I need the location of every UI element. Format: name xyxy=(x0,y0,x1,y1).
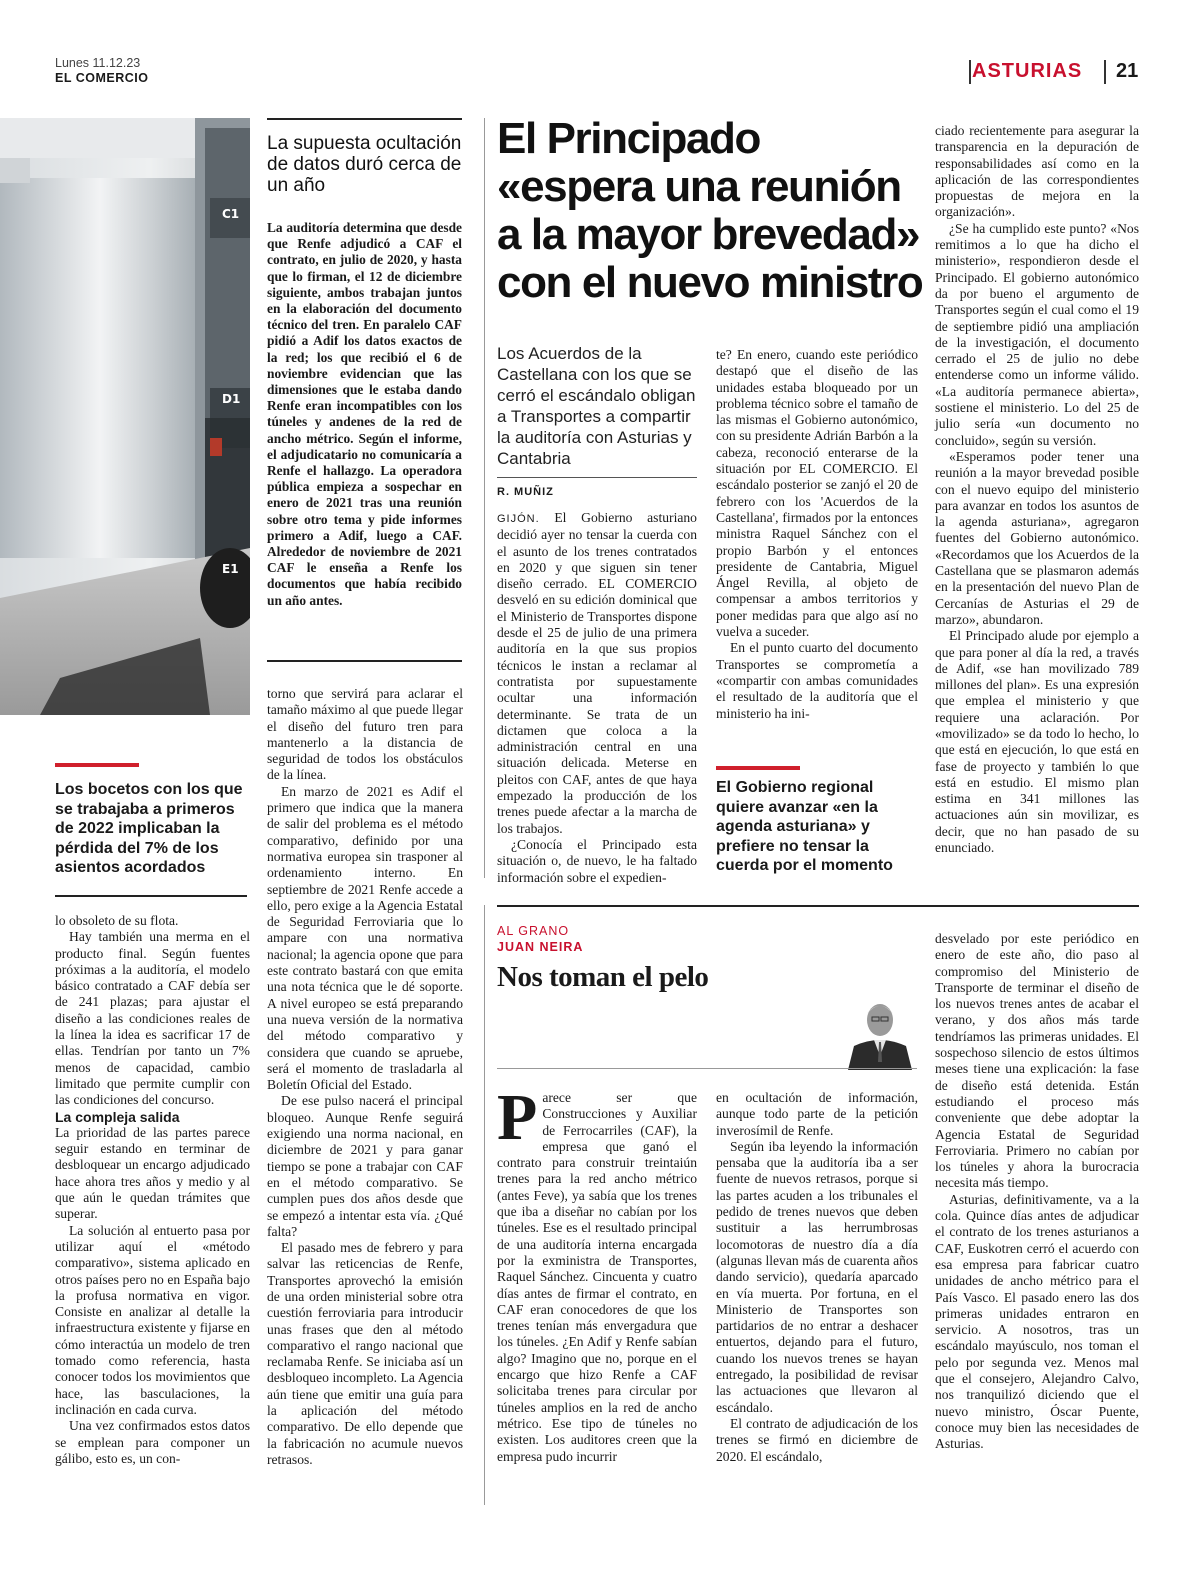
issue-date: Lunes 11.12.23 xyxy=(55,56,141,70)
author-portrait-illustration xyxy=(842,990,918,1070)
opinion-title-rule xyxy=(497,1068,917,1069)
dateline: GIJÓN. xyxy=(497,513,540,525)
author-rule xyxy=(497,477,697,478)
main-article-col1 xyxy=(497,510,697,886)
paragraph: En el punto cuarto del documento Transportes se comprometía a «compartir con ambas comunidades el resultado de la auditoría que el ministerio ha ini- xyxy=(716,640,918,721)
column-divider xyxy=(484,905,485,1505)
paragraph: La solución al entuerto pasa por utilizar aquí el «método comparativo», sistema aplicado en otros países pero no en España bajo la profusa normativa en vigor. Consiste en analizar al detalle la infraestructura existente y fijarse en cómo interactúa un modelo de tren tomado como referencia, hasta conocer todos los movimientos que hace, las basculaciones, la inclinación en cada curva. xyxy=(55,1222,250,1417)
main-article-col2 xyxy=(716,347,918,722)
header-divider xyxy=(1104,60,1106,84)
author-portrait xyxy=(842,990,918,1070)
paragraph: En marzo de 2021 es Adif el primero que indica que la manera de salir del problema es el método comparativo, definido por una normativa europea sin trasponer al ordenamiento interno. En septiembre de 2021 Renfe accede a ello, pero exige a la Agencia Estatal de Seguridad Ferroviaria que lo ampare con una normativa nacional; la agencia opone que para este contrato bastará con que emita una nota técnica que le dé soporte. A nivel europeo se está preparando una nueva versión de la normativa del método comparativo y considera que cuando se apruebe, será el momento de trasladarla al Boletín Oficial del Estado. xyxy=(267,783,463,1093)
column-divider xyxy=(484,118,485,878)
pull-quote-rule xyxy=(55,895,247,897)
opinion-top-rule xyxy=(497,905,1139,907)
sidebox-bottom-rule xyxy=(267,660,462,662)
paragraph: El Gobierno asturiano decidió ayer no tensar la cuerda con el asunto de los trenes contratados en 2020 y que siguen sin tener diseño cerrado. EL COMERCIO desveló en su edición dominical que el Ministerio de Transportes dispone desde el 25 de julio de una primera auditoría en la que sus propios técnicos le instan a reclamar al contratista por supuestamente ocultar una información determinante. Se trata de un dictamen que coloca a la administración central en una situación delicada. Meterse en pleitos con CAF, antes de que haya empezado la producción de los trenes puede afectar a la marcha de los trabajos. xyxy=(497,510,697,836)
paragraph: Según iba leyendo la información pensaba que la auditoría iba a ser fuente de nuevos retrasos, porque si las partes acuden a los tribunales el pedido de trenes nuevos que deben sustituir a las herrumbrosas locomotoras de nuestro día a día (algunas llevan más de cuarenta años dando servicio), quedaría aparcado en vía muerta. Por fortuna, en el Ministerio de Transportes son partidarios de no entrar a deshacer entuertos, dejando para el futuro, cuando los nuevos trenes se hayan entregado, la posibilidad de revisar las actuaciones que llevaron al escándalo. xyxy=(716,1138,918,1415)
paragraph: Hay también una merma en el producto final. Según fuentes próximas a la auditoría, el modelo básico contratado a CAF debía ser de 241 plazas; para ajustar el diseño a las condiciones reales de la línea la idea es sacrificar 17 de ellas. Tendrían por tanto un 7% menos de capacidad, cambio limitado que permite cumplir con las condiciones del concurso. xyxy=(55,929,250,1108)
opinion-col3 xyxy=(935,931,1139,1453)
sidebox-top-rule xyxy=(267,118,462,120)
left-article-col1 xyxy=(55,913,250,1467)
sidebox-text: La auditoría determina que desde que Renfe adjudicó a CAF el contrato, en julio de 2020, y hasta que lo firman, el 12 de diciembre siguiente, ambos trabajan juntos en la elaboración del documento técnico del tren. En paralelo CAF pidió a Adif los datos exactos de la red; los que recibió el 6 de noviembre evidencian que las dimensiones que le estaba dando Renfe eran incompatibles con los túneles y andenes de la red de ancho métrico. Según el informe, el adjudicatario no comunicaría a Renfe el hallazgo. La operadora pública empieza a sospechar en enero de 2021 tras una reunión sobre otro tema y pide informes primero a Adif, luego a CAF. Alrededor de noviembre de 2021 CAF le enseña a Renfe los documentos que había recibido un año antes. xyxy=(267,220,462,608)
opinion-title: Nos toman el pelo xyxy=(497,961,709,993)
main-headline: El Principado «espera una reunión a la mayor brevedad» con el nuevo ministro xyxy=(497,114,923,307)
section-name: ASTURIAS xyxy=(972,60,1083,82)
newspaper-name: EL COMERCIO xyxy=(55,71,149,85)
paragraph: en ocultación de información, aunque todo parte de la petición inverosímil de Renfe. xyxy=(716,1090,918,1138)
main-author: R. MUÑIZ xyxy=(497,486,554,498)
pull-quote-accent xyxy=(716,766,800,770)
opinion-dropcap: P xyxy=(497,1081,538,1154)
paragraph: El pasado mes de febrero y para salvar las reticencias de Renfe, Transportes aprovechó la emisión de una orden ministerial sobre otra cuestión ferroviaria para introducir unas frases que den al método comparativo el rango nacional que reclamaba Renfe. Se iniciaba así un desbloqueo incompleto. La Agencia aún tiene que emitir una guía para la aplicación del método comparativo. De ello depende que la fabricación no acumule nuevos retrasos. xyxy=(267,1240,463,1467)
train-interior-illustration xyxy=(0,118,250,715)
paragraph: ¿Conocía el Principado esta situación o, de nuevo, le ha faltado información sobre el expedien- xyxy=(497,836,697,885)
page-number: 21 xyxy=(1116,60,1139,82)
paragraph: El Principado alude por ejemplo a que para poner al día la red, a través de Adif, «se han movilizado 789 millones del plan». Es una expresión que emplea el ministerio y que requiere una aclaración. Por «movilizado» se da todo lo hecho, lo que está en ejecución, lo que está en fase de proyecto y también lo que está en estudio. El mismo plan estima en 341 millones las actuaciones aún sin movilizar, es decir, que no han pasado de su enunciado. xyxy=(935,628,1139,856)
paragraph: «Esperamos poder tener una reunión a la mayor brevedad posible con el nuevo equipo del ministerio para avanzar en todos los asuntos de la agenda asturiana», agregaron fuentes del Gobierno autonómico. «Recordamos que los Acuerdos de la Castellana que se plasmaron además en la presentación del nuevo Plan de Cercanías de Asturias el 29 de marzo», abundaron. xyxy=(935,448,1139,627)
opinion-author: JUAN NEIRA xyxy=(497,940,584,954)
paragraph: lo obsoleto de su flota. xyxy=(55,913,179,928)
paragraph: ¿Se ha cumplido este punto? «Nos remitimos a lo que ha dicho el ministerio», respondieron desde el Principado. El gobierno autonómico da por bueno el argumento de Transportes según el cual como el 19 de septiembre pidió una ampliación de la investigación, el documento cerrado el 25 de julio no debe entenderse como un informe válido. «La auditoría permanece abierta», sostiene el ministerio. Lo del 25 de julio sería «un documento no concluido», según su versión. xyxy=(935,220,1139,448)
train-interior-photo xyxy=(0,118,250,715)
photo-label-e1: E1 xyxy=(222,562,239,576)
sidebox-title: La supuesta ocultación de datos duró cerca de un año xyxy=(267,133,462,196)
paragraph: La prioridad de las partes parece seguir estando en terminar de desbloquear un encargo adjudicado hace ahora tres años y medio y al que aún le quedan trámites que superar. xyxy=(55,1124,250,1222)
subheading: La compleja salida xyxy=(55,1108,180,1125)
header-divider xyxy=(969,60,971,84)
paragraph: Asturias, definitivamente, va a la cola. Quince días antes de adjudicar el contrato de los trenes asturianos a CAF, Euskotren cerró el acuerdo con esa empresa para fabricar cuatro unidades de ancho métrico para el País Vasco. El pasado enero las dos primeras unidades entraron en servicio. A nosotros, tras un escándalo mayúsculo, nos toman el pelo por segunda vez. Menos mal que el consejero, Alejandro Calvo, nos tranquilizó diciendo que el nuevo ministro, Óscar Puente, conoce muy bien las necesidades de Asturias. xyxy=(935,1191,1139,1452)
opinion-col1 xyxy=(497,1081,697,1465)
photo-label-c1: C1 xyxy=(222,207,240,221)
opinion-col2 xyxy=(716,1090,918,1465)
photo-label-d1: D1 xyxy=(222,392,241,406)
main-subheadline: Los Acuerdos de la Castellana con los que se cerró el escándalo obligan a Transportes a compartir la auditoría con Asturias y Cantabria xyxy=(497,344,696,468)
paragraph: El contrato de adjudicación de los trenes se firmó en diciembre de 2020. El escándalo, xyxy=(716,1415,918,1464)
left-pull-quote: Los bocetos con los que se trabajaba a primeros de 2022 implicaban la pérdida del 7% de los asientos acordados xyxy=(55,781,243,876)
pull-quote-accent xyxy=(55,763,139,767)
main-article-col3 xyxy=(935,123,1139,856)
left-article-col2 xyxy=(267,686,463,1468)
paragraph: desvelado por este periódico en enero de este año, dio paso al compromiso del Ministerio de Transporte de terminar el diseño de los nuevos trenes antes de acabar el verano, y dos años más tarde tendríamos las primeras unidades. El sospechoso silencio de estos últimos meses tiene una explicación: la fase de diseño está detenida. Están estudiando el proceso más conveniente que debe adoptar la Agencia Estatal de Seguridad Ferroviaria. Primero no cabían por los túneles y ahora la burocracia necesita más tiempo. xyxy=(935,931,1139,1191)
paragraph: Una vez confirmados estos datos se emplean para componer un gálibo, esto es, un con- xyxy=(55,1418,250,1466)
opinion-kicker: AL GRANO xyxy=(497,924,570,938)
paragraph: De ese pulso nacerá el principal bloqueo. Aunque Renfe seguirá exigiendo una norma nacional, en diciembre de 2021 y para ganar tiempo se pone a trabajar con CAF en el método comparativo. Se cumplen pues dos años desde que se empezó a intentar esta vía. ¿Qué falta? xyxy=(267,1093,463,1239)
paragraph: torno que servirá para aclarar el tamaño máximo al que puede llegar el diseño del futuro tren para mantenerlo a la distancia de seguridad de todos los obstáculos de la línea. xyxy=(267,686,463,783)
paragraph: te? En enero, cuando este periódico destapó que el diseño de las unidades estaba bloqueado por un problema técnico sobre el tamaño de las mismas el Gobierno autonómico, con su presidente Adrián Barbón a la cabeza, reconoció enterarse de la situación por EL COMERCIO. El escándalo posterior se zanjó el 20 de febrero con los 'Acuerdos de la Castellana', firmados por la entonces ministra Raquel Sánchez con el propio Barbón y el entonces presidente de Cantabria, Miguel Ángel Revilla, al objeto de compensar a ambos territorios y poner medidas para que algo así no vuelva a suceder. xyxy=(716,347,918,640)
main-pull-quote: El Gobierno regional quiere avanzar «en la agenda asturiana» y prefiere no tensar la cuerda por el momento xyxy=(716,779,893,874)
paragraph: arece ser que Construcciones y Auxiliar de Ferrocarriles (CAF), la empresa que ganó el contrato para construir treintaiún trenes para la red ancho métrico (antes Feve), ya sabía que los trenes que iba a diseñar no cabían por los túneles. Ese es el resultado principal de una auditoría interna encargada por la exministra de Transportes, Raquel Sánchez. Cincuenta y cuatro días antes de firmar el contrato, en CAF eran conocedores de que los trenes tenían más envergadura que los túneles. ¿En Adif y Renfe sabían algo? Imagino que no, porque en el encargo que hizo Renfe a CAF solicitaba trenes para circular por túneles amplios en la red de ancho métrico. Ese tipo de túneles no existen. Los auditores creen que la empresa pudo incurrir xyxy=(497,1090,697,1464)
paragraph: ciado recientemente para asegurar la transparencia en la depuración de responsabilidades así como en la aplicación de las correspondientes propuestas de mejora en la organización». xyxy=(935,123,1139,220)
